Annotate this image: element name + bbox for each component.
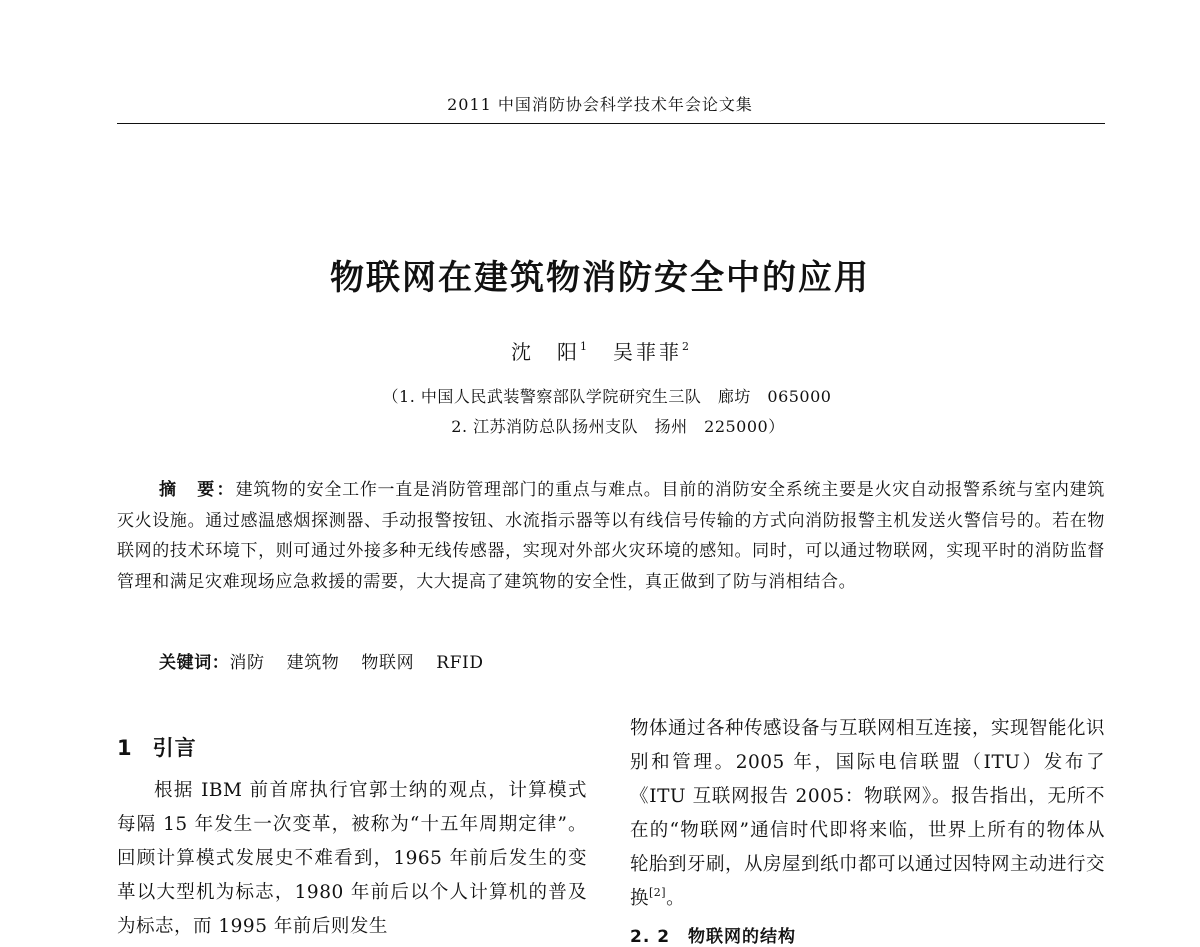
author-name: 吴菲菲 bbox=[613, 340, 682, 364]
affiliation-2: 2. 江苏消防总队扬州支队 扬州 225000） bbox=[451, 417, 785, 436]
author-affil-mark: 2 bbox=[682, 340, 689, 353]
paragraph-end: 。 bbox=[666, 888, 686, 909]
author-list bbox=[0, 336, 1200, 365]
abstract-text: 建筑物的安全工作一直是消防管理部门的重点与难点。目前的消防安全系统主要是火灾自动报警系统与室内建筑灭火设施。通过感温感烟探测器、手动报警按钮、水流指示器等以有线信号传输的方式向消防报警主机发送火警信号的。若在物联网的技术环境下，则可通过外接多种无线传感器，实现对外部火灾环境的感知。同时，可以通过物联网，实现平时的消防监督管理和满足灾难现场应急救援的需要，大大提高了建筑物的安全性，真正做到了防与消相结合。 bbox=[117, 480, 1106, 592]
body-paragraph: 根据 IBM 前首席执行官郭士纳的观点，计算模式每隔 15 年发生一次变革，被称为“十五年周期定律”。回顾计算模式发展史不难看到，1965 年前后发生的变革以大型机为标志，1980 年前后以个人计算机的普及为标志，而 1995 年前后则发生 bbox=[117, 780, 587, 937]
body-paragraph bbox=[630, 712, 1105, 916]
author-2 bbox=[613, 340, 689, 364]
keyword: 消防 bbox=[229, 653, 265, 673]
paragraph-text: 物体通过各种传感设备与互联网相互连接，实现智能化识别和管理。2005 年，国际电信联盟（ITU）发布了《ITU 互联网报告 2005：物联网》。报告指出，无所不在的“物联网”通信时代即将来临，世界上所有的物体从轮胎到牙刷，从房屋到纸巾都可以通过因特网主动进行交换 bbox=[630, 718, 1106, 909]
citation-mark: [2] bbox=[649, 886, 667, 899]
keyword: RFID bbox=[436, 653, 484, 673]
section-heading bbox=[117, 732, 587, 762]
header-rule bbox=[117, 123, 1105, 124]
right-column bbox=[630, 712, 1105, 947]
section-title: 引言 bbox=[152, 736, 197, 760]
affiliation-1: （1. 中国人民武装警察部队学院研究生三队 廊坊 065000 bbox=[382, 387, 832, 406]
left-column bbox=[117, 720, 587, 944]
abstract bbox=[117, 475, 1105, 597]
running-header: 2011 中国消防协会科学技术年会论文集 bbox=[447, 95, 753, 114]
author-affil-mark: 1 bbox=[580, 340, 587, 353]
subsection-title: 物联网的结构 bbox=[688, 927, 797, 947]
keyword: 建筑物 bbox=[286, 653, 340, 673]
keywords bbox=[159, 648, 506, 678]
subsection-number: 2. 2 bbox=[630, 927, 671, 947]
section-number: 1 bbox=[117, 736, 133, 760]
keywords-label: 关键词： bbox=[159, 653, 230, 673]
keyword: 物联网 bbox=[361, 653, 415, 673]
author-1 bbox=[511, 340, 587, 364]
abstract-label: 摘 要： bbox=[159, 480, 236, 500]
author-name: 沈 阳 bbox=[511, 340, 580, 364]
paper-title: 物联网在建筑物消防安全中的应用 bbox=[330, 258, 870, 298]
subsection-heading bbox=[630, 922, 1105, 947]
